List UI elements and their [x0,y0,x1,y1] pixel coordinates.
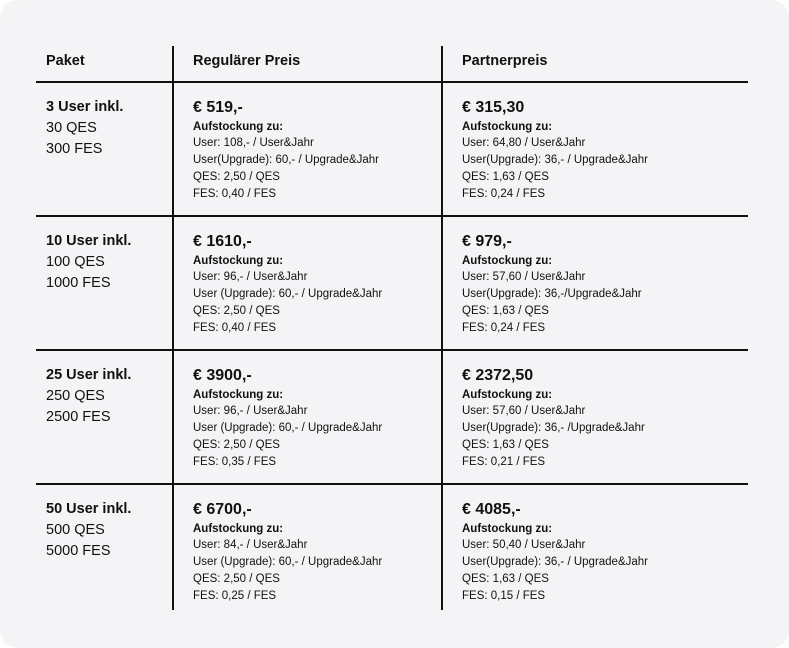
topup-qes: QES: 2,50 / QES [193,305,280,317]
column-header-partner-price: Partnerpreis [462,53,548,69]
regular-price-cell [193,231,443,337]
topup-fes: FES: 0,21 / FES [462,456,546,468]
package-fes: 2500 FES [46,409,111,425]
topup-upgrade: User(Upgrade): 36,- / Upgrade&Jahr [462,154,648,166]
topup-qes: QES: 2,50 / QES [193,439,280,451]
partner-price-cell [462,365,712,471]
topup-fes: FES: 0,15 / FES [462,590,546,602]
package-qes: 500 QES [46,522,105,538]
topup-qes: QES: 1,63 / QES [462,439,549,451]
table-row [36,217,748,351]
topup-qes: QES: 2,50 / QES [193,171,280,183]
topup-upgrade: User(Upgrade): 36,- /Upgrade&Jahr [462,422,645,434]
table-row [36,83,748,217]
topup-heading: Aufstockung zu: [193,389,284,401]
regular-price: € 1610,- [193,233,252,250]
topup-user: User: 57,60 / User&Jahr [462,271,586,283]
partner-price-cell [462,231,712,337]
package-cell [46,365,170,428]
topup-heading: Aufstockung zu: [193,255,284,267]
pricing-table [36,0,748,648]
package-title: 50 User inkl. [46,501,132,517]
topup-fes: FES: 0,24 / FES [462,322,546,334]
topup-heading: Aufstockung zu: [193,121,284,133]
partner-price: € 315,30 [462,99,525,116]
partner-price-cell [462,499,712,605]
package-cell [46,231,170,294]
package-title: 10 User inkl. [46,233,132,249]
topup-upgrade: User (Upgrade): 60,- / Upgrade&Jahr [193,556,383,568]
topup-qes: QES: 1,63 / QES [462,573,549,585]
package-qes: 250 QES [46,388,105,404]
topup-upgrade: User(Upgrade): 36,-/Upgrade&Jahr [462,288,642,300]
topup-user: User: 84,- / User&Jahr [193,539,308,551]
table-row [36,351,748,485]
regular-price: € 6700,- [193,501,252,518]
topup-upgrade: User (Upgrade): 60,- / Upgrade&Jahr [193,422,383,434]
package-title: 25 User inkl. [46,367,132,383]
partner-price-cell [462,97,712,203]
regular-price: € 519,- [193,99,243,116]
topup-upgrade: User(Upgrade): 60,- / Upgrade&Jahr [193,154,379,166]
regular-price: € 3900,- [193,367,252,384]
topup-heading: Aufstockung zu: [462,523,553,535]
topup-qes: QES: 2,50 / QES [193,573,280,585]
topup-user: User: 50,40 / User&Jahr [462,539,586,551]
topup-user: User: 64,80 / User&Jahr [462,137,586,149]
regular-price-cell [193,97,443,203]
package-cell [46,499,170,562]
topup-user: User: 108,- / User&Jahr [193,137,314,149]
regular-price-cell [193,365,443,471]
topup-heading: Aufstockung zu: [462,389,553,401]
package-qes: 100 QES [46,254,105,270]
partner-price: € 2372,50 [462,367,534,384]
topup-fes: FES: 0,40 / FES [193,188,277,200]
topup-fes: FES: 0,40 / FES [193,322,277,334]
package-title: 3 User inkl. [46,99,124,115]
package-fes: 300 FES [46,141,103,157]
regular-price-cell [193,499,443,605]
column-header-package: Paket [46,53,85,69]
topup-upgrade: User (Upgrade): 60,- / Upgrade&Jahr [193,288,383,300]
package-qes: 30 QES [46,120,97,136]
topup-heading: Aufstockung zu: [193,523,284,535]
table-row [36,485,748,619]
topup-fes: FES: 0,35 / FES [193,456,277,468]
package-cell [46,97,170,160]
topup-qes: QES: 1,63 / QES [462,171,549,183]
topup-fes: FES: 0,24 / FES [462,188,546,200]
topup-user: User: 96,- / User&Jahr [193,405,308,417]
package-fes: 1000 FES [46,275,111,291]
column-header-regular-price: Regulärer Preis [193,53,301,69]
partner-price: € 4085,- [462,501,521,518]
topup-user: User: 96,- / User&Jahr [193,271,308,283]
topup-heading: Aufstockung zu: [462,121,553,133]
topup-upgrade: User(Upgrade): 36,- / Upgrade&Jahr [462,556,648,568]
topup-qes: QES: 1,63 / QES [462,305,549,317]
package-fes: 5000 FES [46,543,111,559]
topup-user: User: 57,60 / User&Jahr [462,405,586,417]
partner-price: € 979,- [462,233,512,250]
topup-fes: FES: 0,25 / FES [193,590,277,602]
topup-heading: Aufstockung zu: [462,255,553,267]
